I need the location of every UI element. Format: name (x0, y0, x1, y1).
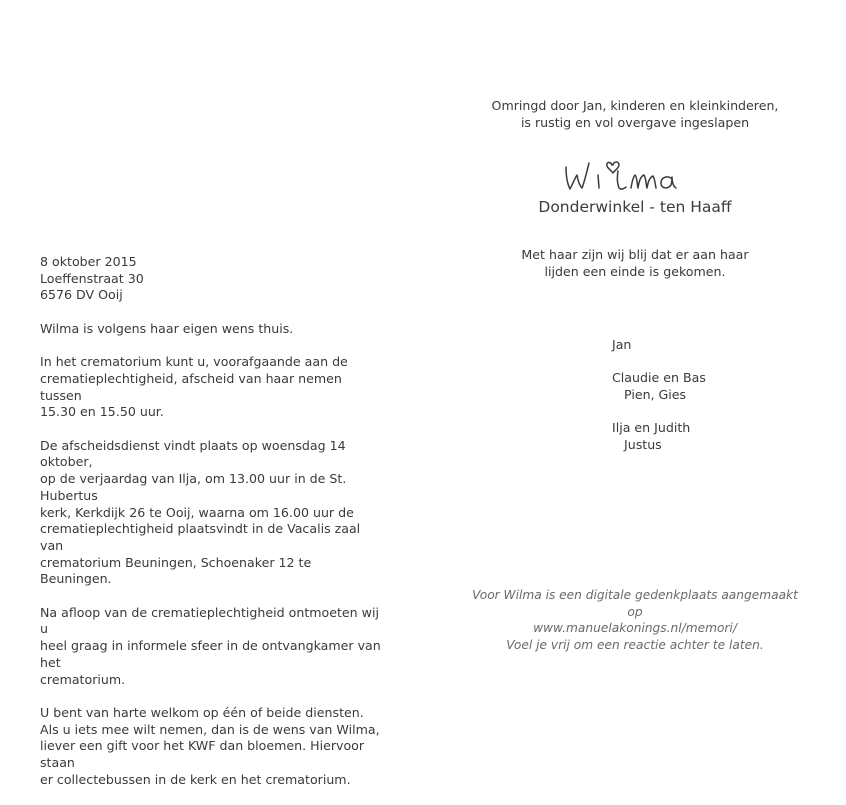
memorial-url: www.manuelakonings.nl/memori/ (533, 621, 737, 635)
memorial-line-3: Voel je vrij om een reactie achter te laten. (506, 637, 764, 652)
paragraph-service: De afscheidsdienst vindt plaats op woensdag 14 oktober, op de verjaardag van Ilja, om 13.00 uur in de St. Hubertus kerk, Kerkdijk 26 te Ooij, waarna om 16.00 uur de crematieplechtigheid plaatsvindt in de Vacalis zaal van crematorium Beuningen, Schoenaker 12 te Beuningen. (40, 437, 361, 587)
relative-name: Claudie en Bas (612, 370, 706, 386)
city: 6576 DV Ooij (40, 287, 123, 303)
relative-children: Pien, Gies (624, 387, 687, 403)
relative-children: Justus (624, 437, 662, 453)
handwritten-signature-icon (560, 153, 710, 195)
signature-wilma-icon (470, 151, 800, 197)
address-block (40, 254, 385, 304)
paragraph-farewell: In het crematorium kunt u, voorafgaande aan de crematieplechtigheid, afscheid van haar nemen tussen 15.30 en 15.50 uur. (40, 354, 348, 420)
service-details (40, 254, 385, 805)
relative-name: Ilja en Judith (612, 420, 691, 436)
relatives-list (612, 337, 812, 471)
date: 8 oktober 2015 (40, 254, 137, 269)
announcement-line-1: Omringd door Jan, kinderen en kleinkinderen, (491, 98, 779, 113)
paragraph-gifts: U bent van harte welkom op één of beide diensten. Als u iets mee wilt nemen, dan is de wens van Wilma, liever een gift voor het KWF dan bloemen. Hiervoor staan er collectebussen in de kerk en het crematorium. (40, 704, 380, 787)
relative-group (612, 420, 812, 453)
family-name: Donderwinkel - ten Haaff (538, 198, 732, 217)
memorial-line-1: Voor Wilma is een digitale gedenkplaats aangemaakt op (472, 588, 798, 619)
relative-group (612, 370, 812, 403)
paragraph-reception: Na afloop van de crematieplechtigheid ontmoeten wij u heel graag in informele sfeer in de ontvangkamer van het crematorium. (40, 604, 381, 687)
relative-group (612, 337, 812, 354)
closing-line-2: lijden een einde is gekomen. (544, 264, 726, 280)
announcement-column (470, 98, 800, 281)
announcement (470, 98, 800, 131)
relative-name: Jan (612, 337, 632, 352)
closing-text (470, 247, 800, 280)
closing-line-1: Met haar zijn wij blij dat er aan haar (521, 247, 749, 263)
street: Loeffenstraat 30 (40, 270, 144, 286)
announcement-line-2: is rustig en vol overgave ingeslapen (520, 114, 750, 130)
paragraph-home: Wilma is volgens haar eigen wens thuis. (40, 320, 294, 336)
memorial-note (465, 587, 805, 653)
